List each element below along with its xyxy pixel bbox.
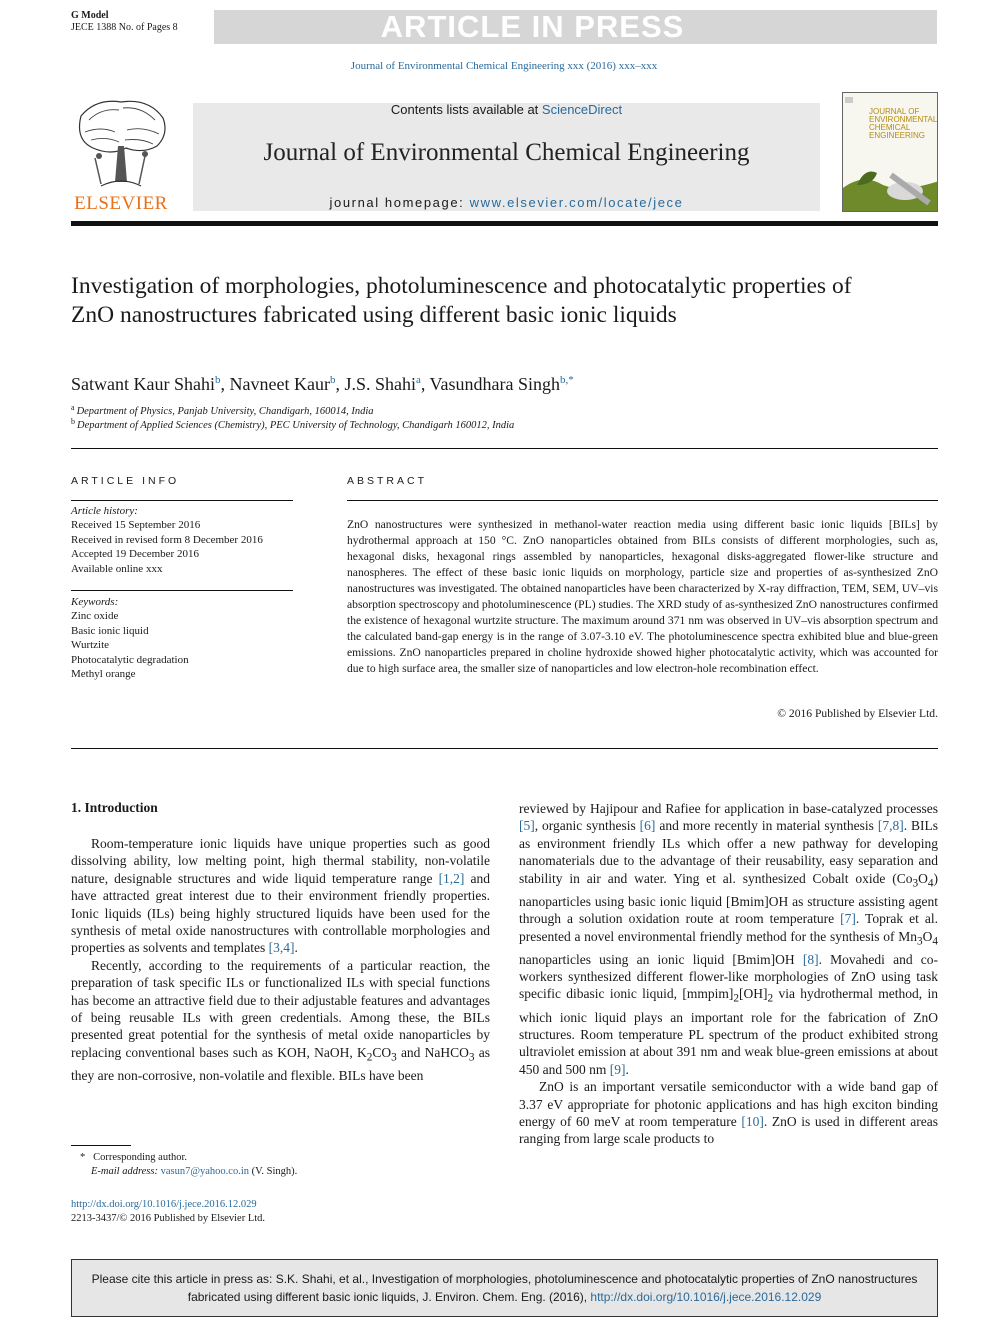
- citation-link[interactable]: [10]: [741, 1113, 764, 1129]
- subscript: 4: [927, 877, 934, 890]
- affil-text: Department of Applied Sciences (Chemistry), PEC University of Technology, Chandigarh 160012, India: [77, 420, 515, 431]
- contents-prefix: Contents lists available at: [390, 102, 542, 117]
- citation-link[interactable]: [6]: [639, 818, 656, 834]
- doi-text[interactable]: http://dx.doi.org/10.1016/j.jece.2016.12.029: [71, 1199, 257, 1210]
- subscript: 3: [912, 877, 919, 890]
- abstract-label: ABSTRACT: [347, 475, 428, 487]
- citation-doi-link[interactable]: http://dx.doi.org/10.1016/j.jece.2016.12.029: [590, 1290, 822, 1304]
- citation-link[interactable]: [1,2]: [438, 870, 465, 886]
- cover-artwork: [843, 93, 938, 212]
- text-run: Recently, according to the requirements of a particular reaction, the preparation of task specific ILs or functionalized ILs with special functions has become an attractive field due to their adjustable features and advantages of being reusable ILs with green credentials. Among these, the BILs presented great potential for the synthesis of metal oxide nanoparticles by replacing conventional bases such as KOH, NaOH, K: [71, 957, 490, 1060]
- keyword-item: Photocatalytic degradation: [71, 653, 189, 666]
- divider: [71, 590, 293, 591]
- journal-name: Journal of Environmental Chemical Engineering: [263, 139, 750, 166]
- author-separator: ,: [420, 374, 430, 394]
- citation-link[interactable]: [7]: [840, 911, 856, 927]
- text-run: ) nanoparticles using basic ionic liquid [Bmim]OH as structure assisting agent through a solution oxidation route at room temperature: [519, 870, 938, 927]
- divider: [71, 448, 938, 449]
- text-run: and have attracted great interest due to their environment friendly properties. Ionic liquids (ILs) being highly structured liquids have been used for the synthesis of metal oxide nanostructures with controllable morphologies and properties as solvents and templates: [71, 870, 490, 956]
- citation-link[interactable]: [8]: [802, 951, 819, 967]
- right-column: [519, 800, 938, 1148]
- subscript: 2: [767, 993, 774, 1006]
- subscript: 2: [733, 993, 739, 1006]
- author-name[interactable]: Vasundhara Singh: [429, 374, 561, 394]
- citation-text: Please cite this article in press as: S.K. Shahi, et al., Investigation of morphologies, photoluminescence and photocatalytic properties of ZnO nanostructures fabricated using different basic ionic liquids, J. Environ. Chem. Eng. (2016),: [91, 1272, 918, 1304]
- author-separator: ,: [335, 374, 345, 394]
- issn-line: 2213-3437/© 2016 Published by Elsevier Ltd.: [71, 1213, 266, 1224]
- citation-box: [71, 1259, 938, 1317]
- paragraph: [71, 957, 490, 1085]
- author-list: [71, 373, 574, 395]
- author-name[interactable]: Satwant Kaur Shahi: [71, 374, 215, 394]
- email-label: E-mail address:: [91, 1166, 158, 1177]
- email-suffix: (V. Singh).: [249, 1166, 298, 1177]
- abstract-copyright: © 2016 Published by Elsevier Ltd.: [777, 707, 938, 720]
- citation-link[interactable]: [5]: [519, 818, 535, 834]
- subscript: 4: [932, 935, 938, 948]
- affiliation-a: [71, 405, 374, 418]
- sciencedirect-link[interactable]: ScienceDirect: [541, 102, 623, 117]
- jece-pages-label: JECE 1388 No. of Pages 8: [71, 22, 178, 33]
- text-run: Room-temperature ionic liquids have unique properties such as good dissolving ability, low melting point, high thermal stability, non-volatile nature, designable structures and wide liquid temperature range: [71, 836, 490, 886]
- text-run: . BILs as environment friendly ILs which offer a new pathway for developing nanomaterials due to the advantage of their reusability, easy separation and stability in air and water. Ying et al. synthesized Cobalt oxide (Co: [519, 818, 939, 886]
- article-title: Investigation of morphologies, photoluminescence and photocatalytic properties of ZnO nanostructures fabricated using different basic ionic liquids: [71, 273, 852, 328]
- text-run: reviewed by Hajipour and Rafiee for application in base-catalyzed processes: [519, 801, 938, 816]
- keyword-item: Methyl orange: [71, 668, 136, 681]
- text-run: and more recently in material synthesis: [655, 818, 878, 834]
- history-item: Received 15 September 2016: [71, 519, 201, 532]
- text-run: [OH]: [739, 986, 768, 1002]
- subscript: 3: [468, 1051, 475, 1064]
- keyword-item: Basic ionic liquid: [71, 624, 149, 637]
- text-run: . Movahedi and co-workers synthesized different flower-like morphologies of ZnO using task specific dibasic ionic liquid, [mmpim]: [519, 951, 938, 1002]
- article-in-press-text: ARTICLE IN PRESS: [380, 9, 685, 44]
- history-heading: Article history:: [71, 505, 138, 517]
- author-affil-mark[interactable]: a: [415, 374, 421, 386]
- text-run: .: [625, 1061, 629, 1077]
- journal-cover-image: [842, 92, 938, 212]
- section-heading: 1. Introduction: [71, 800, 158, 815]
- citation-link[interactable]: [7,8]: [877, 818, 904, 834]
- footnote-star: *: [80, 1152, 86, 1163]
- header-rule: [71, 221, 938, 226]
- divider: [71, 500, 293, 501]
- doi-link[interactable]: [71, 1198, 257, 1212]
- affil-mark: a: [71, 403, 75, 412]
- affiliation-b: [71, 419, 514, 432]
- paragraph: [519, 1078, 938, 1148]
- left-column: [71, 835, 490, 1084]
- history-item: Accepted 19 December 2016: [71, 548, 199, 561]
- text-run: . Toprak et al. presented a novel environmental friendly method for the synthesis of Mn: [519, 911, 938, 944]
- author-affil-mark[interactable]: b,*: [560, 374, 574, 386]
- text-run: . ZnO is used in different areas ranging from large scale products to: [519, 1113, 939, 1147]
- text-run: as they are non-corrosive, non-volatile and flexible. BILs have been: [71, 1044, 490, 1083]
- contents-line: [193, 102, 820, 117]
- text-run: CO: [372, 1044, 392, 1060]
- author-affil-mark[interactable]: b: [329, 374, 336, 386]
- text-run: O: [918, 870, 928, 886]
- keywords: [71, 595, 189, 681]
- subscript: 3: [391, 1051, 397, 1064]
- footnote-rule: [71, 1145, 131, 1146]
- citation-link[interactable]: [3,4]: [268, 940, 295, 956]
- keywords-heading: Keywords:: [71, 596, 119, 608]
- divider: [71, 748, 938, 749]
- text-run: .: [294, 940, 298, 956]
- article-info-label: ARTICLE INFO: [71, 475, 180, 487]
- affil-mark: b: [71, 417, 75, 426]
- elsevier-wordmark: ELSEVIER: [74, 193, 168, 214]
- history-item: Available online xxx: [71, 562, 163, 575]
- running-title: Journal of Environmental Chemical Engineering xxx (2016) xxx–xxx: [350, 60, 658, 72]
- homepage-link[interactable]: www.elsevier.com/locate/jece: [469, 195, 684, 210]
- email-link[interactable]: vasun7@yahoo.co.in: [160, 1166, 250, 1177]
- text-run: nanoparticles using an ionic liquid [Bmim]OH: [519, 951, 803, 967]
- journal-homepage: [193, 195, 820, 210]
- divider: [347, 500, 938, 501]
- cover-title: JOURNAL OF ENVIRONMENTAL CHEMICAL ENGINEERING: [869, 107, 938, 140]
- email-note: [91, 1165, 297, 1179]
- homepage-prefix: journal homepage:: [329, 195, 470, 210]
- author-name[interactable]: J.S. Shahi: [344, 374, 416, 394]
- paragraph: [519, 800, 938, 1078]
- author-name[interactable]: Navneet Kaur: [229, 374, 330, 394]
- subscript: 2: [366, 1051, 373, 1064]
- citation-link[interactable]: [9]: [609, 1061, 626, 1077]
- corresponding-author-note: [80, 1151, 187, 1165]
- keyword-item: Zinc oxide: [71, 610, 119, 623]
- keyword-item: Wurtzite: [71, 639, 110, 652]
- affil-text: Department of Physics, Panjab University, Chandigarh, 160014, India: [76, 406, 374, 417]
- subscript: 3: [917, 935, 923, 948]
- footnote-text: Corresponding author.: [93, 1152, 188, 1163]
- text-run: ZnO is an important versatile semiconductor with a wide band gap of 3.37 eV appropriate for photonic applications and has high exciton binding energy of 60 meV at room temperature: [519, 1079, 938, 1129]
- history-item: Received in revised form 8 December 2016: [71, 533, 263, 546]
- text-run: O: [922, 928, 933, 944]
- author-affil-mark[interactable]: b: [214, 374, 221, 386]
- text-run: and NaHCO: [396, 1044, 469, 1060]
- author-separator: ,: [220, 374, 230, 394]
- text-run: via hydrothermal method, in which ionic liquid plays an important role for the fabrication of ZnO structures. Room temperature PL spectrum of the product exhibited strong ultraviolet emission at about 391 nm and weak blue-green emissions at about 450 and 500 nm: [519, 986, 938, 1077]
- article-history: [71, 504, 263, 576]
- gmodel-label: G Model: [71, 10, 109, 21]
- abstract-text: ZnO nanostructures were synthesized in methanol-water reaction media using different basic ionic liquids [BILs] by hydrothermal approach at 150 °C. ZnO nanoparticles obtained from BILs consists of different morphologies, such as, hexagonal disks, hexagonal rings assembled by nanoparticles, hexagonal disks-aggregated flower-like structure and nanospheres. The effect of these basic ionic liquids on morphology, particle size and properties of as-synthesized ZnO nanostructures was investigated. The obtained nanoparticles have been characterized by X-ray diffraction, TEM, SEM, UV–vis absorption spectroscopy and photoluminescence (PL) studies. The XRD study of as-synthesized ZnO nanostructures confirmed the existence of hexagonal wurtzite structure. The maximum around 371 nm was observed in UV–vis absorption spectrum and the calculated band-gap energy is in the range of 3.07-3.10 eV. The photoluminescence spectra exhibited blue and blue-green emissions. ZnO nanoparticles prepared in choline hydroxide showed higher photocatalytic activity, which was accounted for due to high surface area, the smaller size of nanoparticles and low electron-hole recombination effect.: [347, 518, 938, 675]
- paragraph: [71, 835, 490, 957]
- journal-model-info: [71, 10, 178, 34]
- text-run: , organic synthesis: [534, 818, 640, 834]
